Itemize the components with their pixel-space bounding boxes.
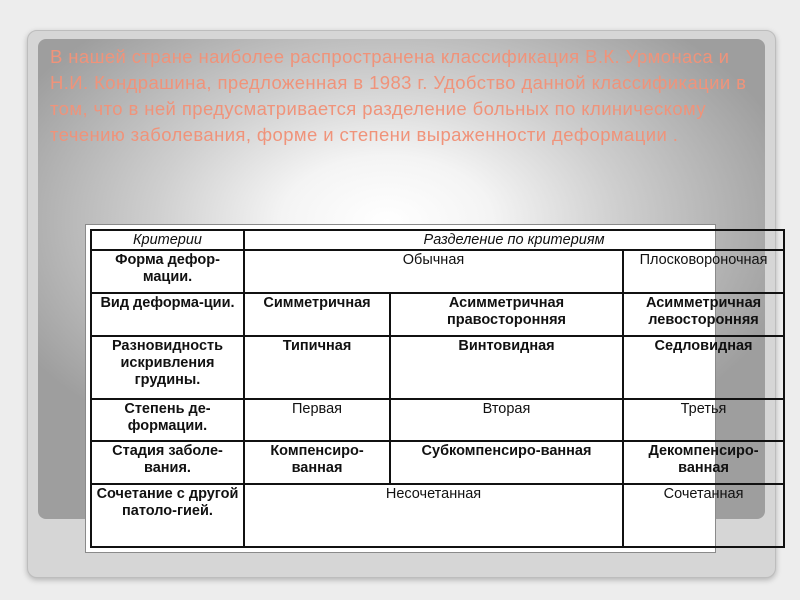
value-cell: Третья bbox=[623, 399, 784, 442]
criterion-cell: Стадия заболе-вания. bbox=[91, 441, 244, 484]
value-cell: Субкомпенсиро-ванная bbox=[390, 441, 623, 484]
value-cell: Компенсиро-ванная bbox=[244, 441, 390, 484]
value-cell: Обычная bbox=[244, 250, 623, 293]
header-criteria: Критерии bbox=[91, 230, 244, 250]
criterion-cell: Форма дефор-мации. bbox=[91, 250, 244, 293]
table-row bbox=[91, 293, 784, 336]
criterion-cell: Степень де-формации. bbox=[91, 399, 244, 442]
value-cell: Декомпенсиро-ванная bbox=[623, 441, 784, 484]
value-cell: Несочетанная bbox=[244, 484, 623, 547]
intro-paragraph: В нашей стране наиболее распространена классификация В.К. Урмонаса и Н.И. Кондрашина, предложенная в 1983 г. Удобство данной классификации в том, что в ней предусматривается разделение больных по клиническому течению заболевания, форме и степени выраженности деформации . bbox=[50, 46, 747, 145]
classification-table bbox=[90, 229, 785, 548]
criterion-cell: Разновидность искривления грудины. bbox=[91, 336, 244, 399]
value-cell: Симметричная bbox=[244, 293, 390, 336]
table-header-row bbox=[91, 230, 784, 250]
value-cell: Вторая bbox=[390, 399, 623, 442]
value-cell: Плосковороночная bbox=[623, 250, 784, 293]
value-cell: Седловидная bbox=[623, 336, 784, 399]
criterion-cell: Вид деформа-ции. bbox=[91, 293, 244, 336]
value-cell: Асимметричная левосторонняя bbox=[623, 293, 784, 336]
table-row bbox=[91, 336, 784, 399]
value-cell: Асимметричная правосторонняя bbox=[390, 293, 623, 336]
table-row bbox=[91, 484, 784, 547]
classification-table-container bbox=[85, 224, 768, 553]
table-row bbox=[91, 250, 784, 293]
table-row bbox=[91, 399, 784, 442]
value-cell: Винтовидная bbox=[390, 336, 623, 399]
criterion-cell: Сочетание с другой патоло-гией. bbox=[91, 484, 244, 547]
table-row bbox=[91, 441, 784, 484]
value-cell: Первая bbox=[244, 399, 390, 442]
value-cell: Сочетанная bbox=[623, 484, 784, 547]
value-cell: Типичная bbox=[244, 336, 390, 399]
header-division: Разделение по критериям bbox=[244, 230, 784, 250]
